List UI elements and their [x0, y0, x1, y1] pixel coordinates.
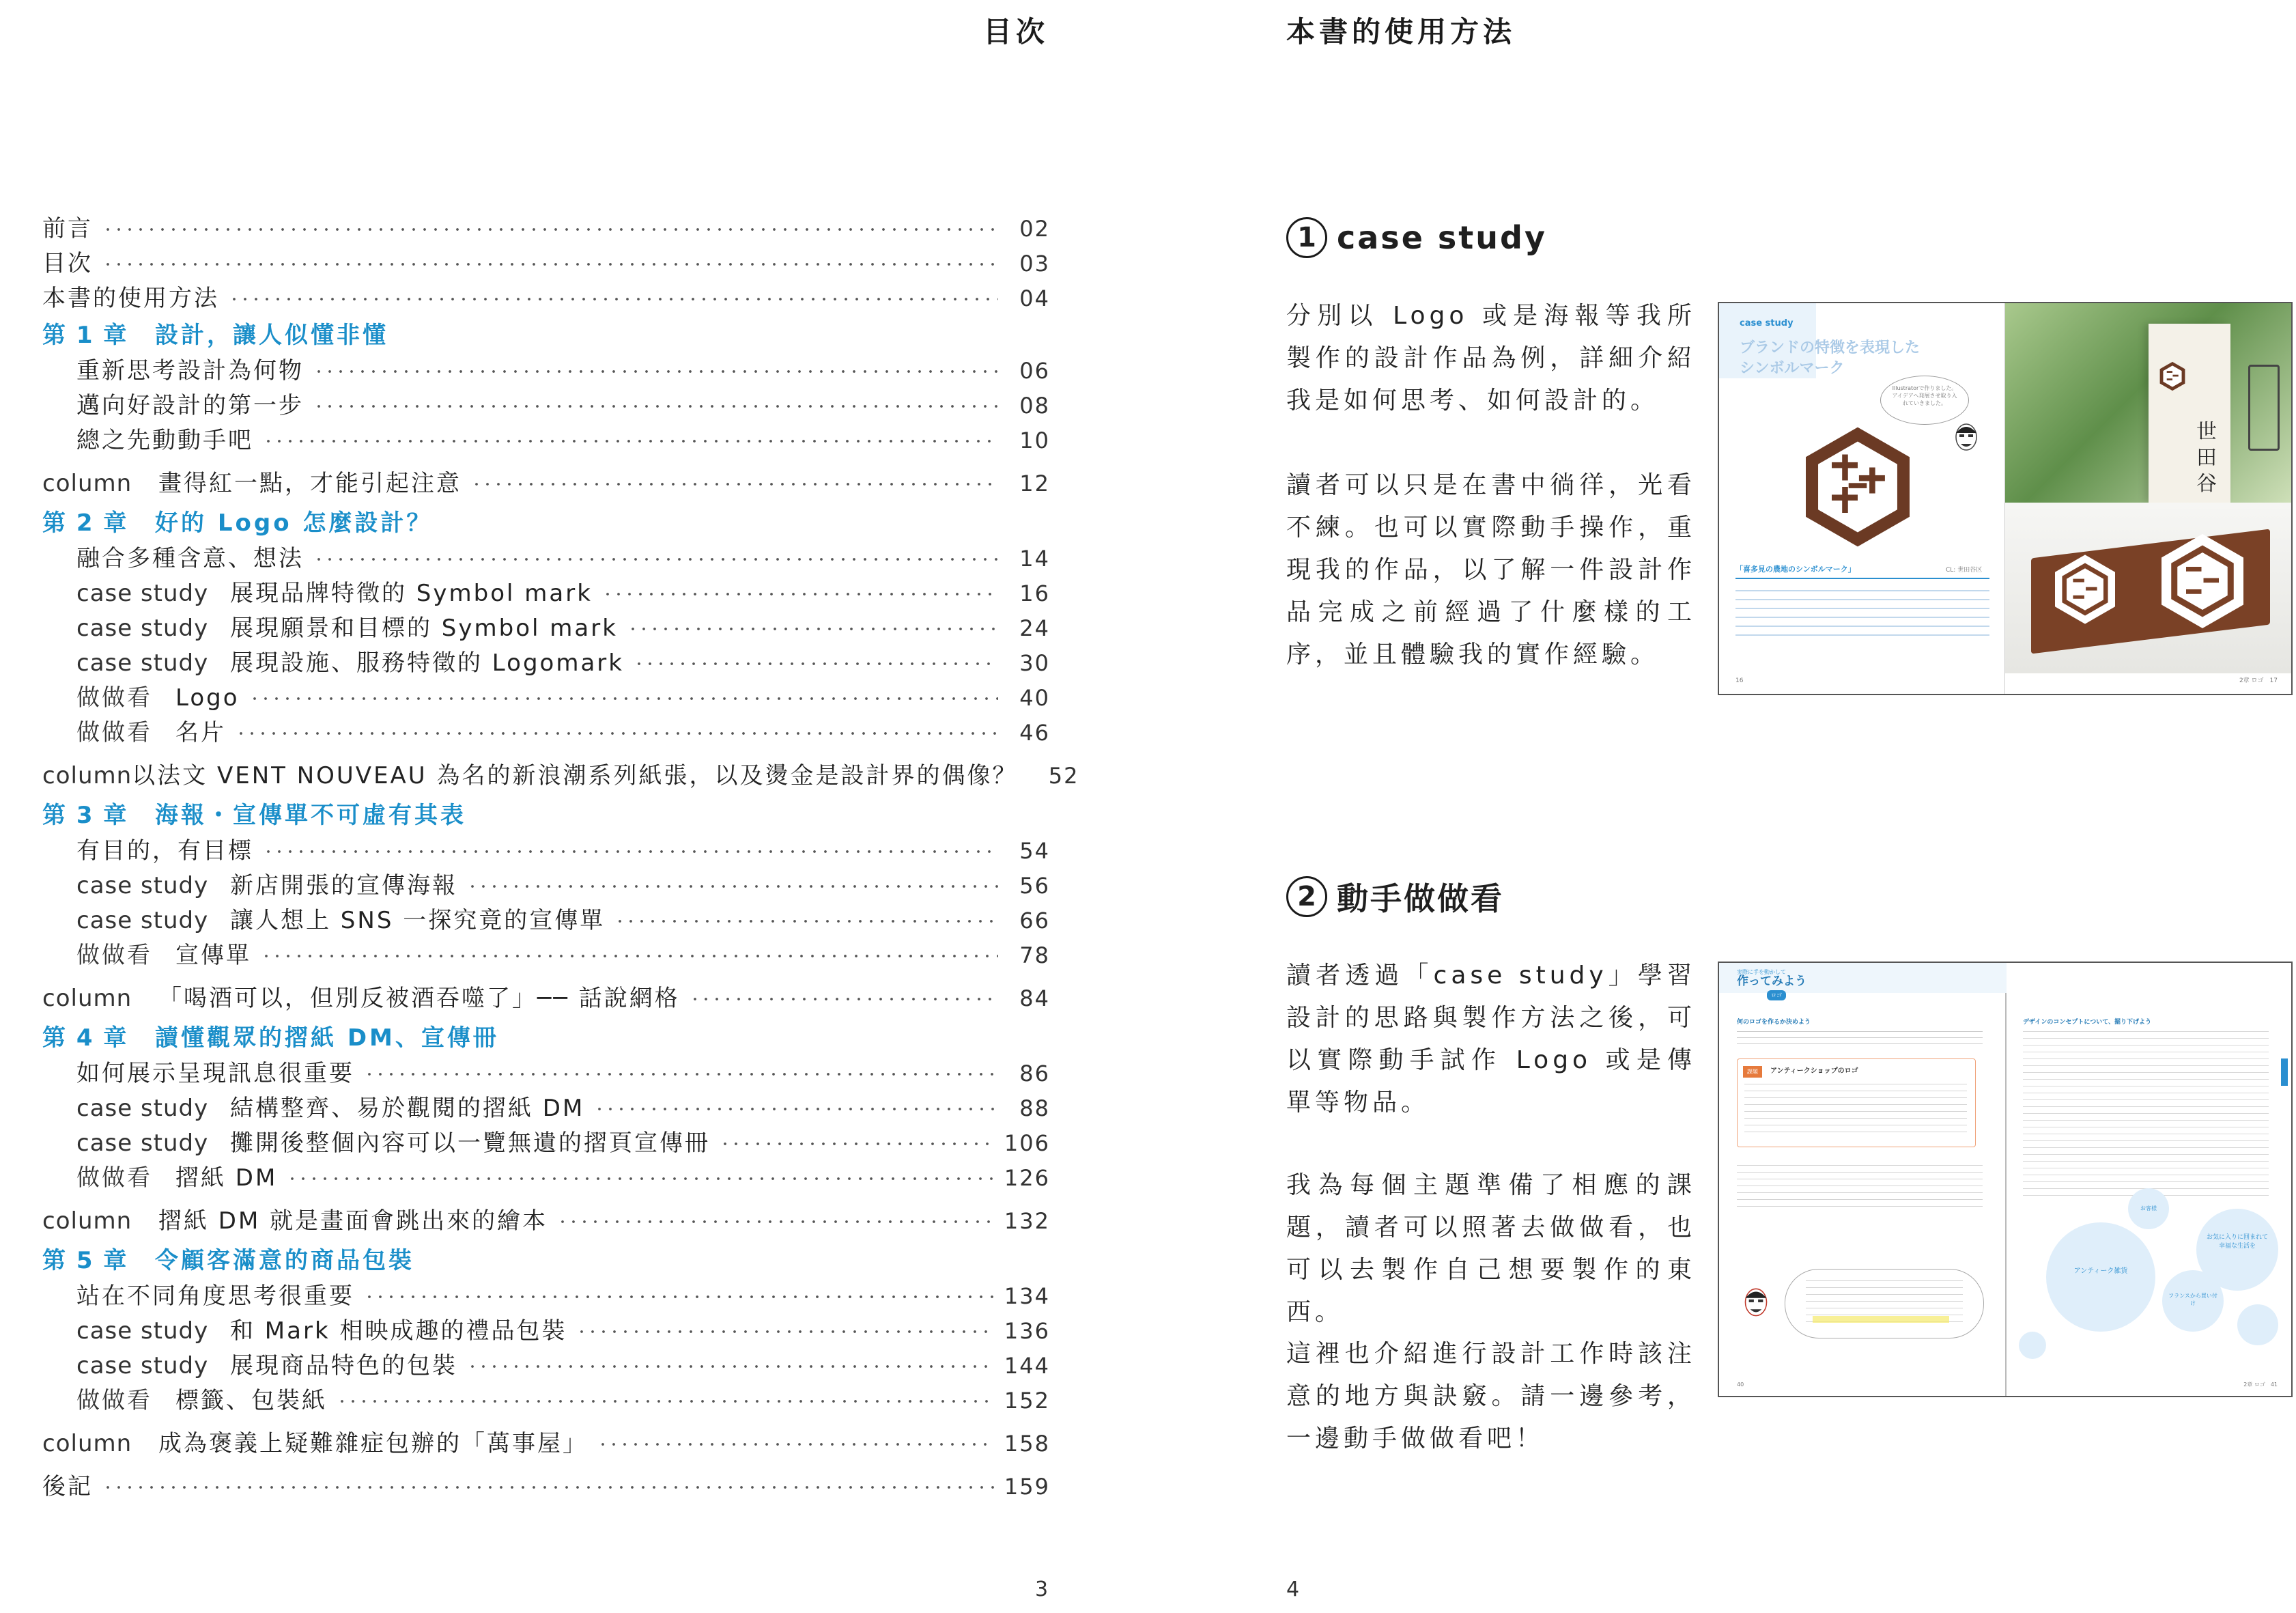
toc-title: 邁向好設計的第一步: [76, 392, 304, 419]
toc-dot-leader: [467, 1364, 995, 1369]
toc-entry: [42, 981, 1050, 1016]
toc-entry: [42, 576, 1050, 611]
toc-dot-leader: [102, 227, 998, 232]
toc-prefix: 做做看: [76, 942, 152, 969]
toc-dot-leader: [313, 404, 998, 408]
toc-page-number: 04: [1019, 285, 1050, 311]
body-text-lines: [2023, 1031, 2269, 1202]
toc-dot-leader: [720, 1142, 995, 1146]
thumbnail-page-right: 2章 ロゴ 17: [2239, 677, 2278, 684]
concept-bubble-text: アンティーク雑貨: [2073, 1267, 2128, 1275]
toc-prefix: case study: [76, 615, 209, 642]
toc-title: 總之先動動手吧: [76, 427, 253, 454]
toc-title: 新店開張的宣傳海報: [230, 872, 457, 899]
toc-title: 結構整齊、易於觀閱的摺紙 DM: [230, 1095, 585, 1122]
signpost-logo-icon: [2157, 361, 2188, 392]
toc-entry: [42, 1056, 1050, 1091]
toc-title: Logo: [175, 684, 240, 712]
toc-entry: [42, 1161, 1050, 1196]
toc-page-number: 132: [1004, 1208, 1050, 1234]
toc-title: 目次: [42, 250, 93, 277]
speech-bubble-text: Illustratorで作りました。アイデアへ発展させ取り入れていきました。: [1892, 385, 1957, 406]
toc-dot-leader: [236, 731, 998, 735]
toc-title: 前言: [42, 215, 93, 242]
toc-page-number: 66: [1019, 908, 1050, 934]
toc-prefix: column: [42, 1430, 132, 1457]
toc-prefix: case study: [76, 580, 209, 607]
toc-entry: [42, 423, 1050, 458]
try-it-spread-thumbnail: [1718, 962, 2293, 1397]
toc-prefix: case study: [76, 1317, 209, 1345]
circle-number-1: 1: [1286, 217, 1327, 258]
page-number-left: 3: [1035, 1577, 1049, 1601]
toc-title: 畫得紅一點，才能引起注意: [158, 470, 462, 497]
toc-title: 海報・宣傳單不可虛有其表: [155, 802, 466, 829]
section-1-paragraph-2: 讀者可以只是在書中徜徉，光看不練。也可以實際動手操作，重現我的作品，以了解一件設計作品完成之前經過了什麼樣的工序，並且體驗我的實作經驗。: [1286, 471, 1696, 669]
toc-title: 名片: [175, 719, 226, 746]
toc-page-number: 10: [1019, 427, 1050, 453]
toc-dot-leader: [602, 592, 998, 596]
toc-dot-leader: [364, 1295, 995, 1299]
concept-bubble-text: フランスから買い付け: [2168, 1293, 2217, 1306]
toc-chapter-heading: [42, 1243, 1050, 1279]
section-title-case-study: [1286, 217, 1547, 258]
toc-dot-leader: [627, 627, 998, 631]
toc-prefix: case study: [76, 1095, 209, 1122]
toc-dot-leader: [263, 850, 998, 854]
toc-dot-leader: [557, 1220, 995, 1224]
circle-number-2: 2: [1286, 876, 1327, 917]
photo-signpost: [2005, 303, 2293, 503]
toc-entry: [42, 247, 1050, 281]
toc-prefix: case study: [76, 907, 209, 934]
concept-bubble-text: お客様: [2140, 1205, 2157, 1211]
right-heading: デザインのコンセプトについて、掘り下げよう: [2023, 1019, 2152, 1026]
toc-dot-leader: [364, 1072, 998, 1076]
toc-heading: 目次: [982, 15, 1049, 48]
toc-dot-leader: [261, 954, 998, 958]
toc-title: 以法文 VENT NOUVEAU 為名的新浪潮系列紙張，以及燙金是設計界的偶像？: [132, 762, 1018, 789]
toc-entry: [42, 212, 1050, 247]
toc-page-number: 144: [1004, 1353, 1050, 1379]
toc-dot-leader: [597, 1442, 995, 1446]
toc-dot-leader: [337, 1399, 995, 1403]
toc-title: 展現商品特色的包裝: [230, 1352, 457, 1379]
toc-title: 標籤、包裝紙: [175, 1387, 327, 1414]
toc-chapter-heading: [42, 505, 1050, 542]
section-2-paragraph-3: 這裡也介紹進行設計工作時該注意的地方與訣竅。請一邊參考，一邊動手做做看吧！: [1286, 1340, 1696, 1453]
toc-title: 展現品牌特徵的 Symbol mark: [230, 580, 593, 607]
toc-entry: [42, 1279, 1050, 1314]
toc-page-number: 56: [1019, 873, 1050, 899]
thumbnail-right-page: [2005, 963, 2291, 1396]
tag-sub: ロゴ: [1767, 990, 1786, 1000]
concept-bubble: [2162, 1270, 2224, 1332]
toc-entry: [42, 1470, 1050, 1504]
toc-prefix: 做做看: [76, 1164, 152, 1192]
toc-entry: [42, 759, 1079, 794]
toc-title: 「喝酒可以，但別反被酒吞噬了」── 話說網格: [158, 985, 680, 1012]
work-caption: 「喜多見の農地のシンボルマーク」: [1735, 565, 1856, 574]
toc-prefix: 做做看: [76, 1387, 152, 1414]
thumbnail-left-page: [1719, 963, 2005, 1396]
toc-prefix: 第 1 章: [42, 322, 128, 349]
toc-title: 宣傳單: [175, 942, 251, 969]
section-2-paragraph-2: 我為每個主題準備了相應的課題，讀者可以照著去做做看，也可以去製作自己想要製作的東西。: [1286, 1171, 1696, 1326]
body-text-lines: [1737, 1031, 1983, 1049]
hexagon-logo-icon: [1793, 422, 1923, 552]
photo-stickers: [2005, 503, 2293, 673]
toc-prefix: column: [42, 470, 132, 497]
toc-entry: [42, 1427, 1050, 1461]
toc-page-number: 158: [1004, 1431, 1050, 1457]
thumbnail-right-page: [2004, 303, 2291, 694]
toc-entry: [42, 938, 1050, 973]
toc-entry: [42, 542, 1050, 576]
author-avatar-icon: [1951, 418, 1981, 458]
toc-page-number: 14: [1019, 546, 1050, 572]
side-marker: [2281, 1058, 2288, 1086]
assignment-label: 課題: [1743, 1066, 1762, 1078]
toc-page-number: 30: [1019, 650, 1050, 676]
toc-title: 好的 Logo 怎麼設計？: [155, 509, 433, 537]
thumbnail-page-right: 2章 ロゴ 41: [2243, 1381, 2278, 1388]
concept-bubble: [2046, 1222, 2155, 1332]
case-study-label: case study: [1740, 318, 1794, 328]
toc-page-number: 16: [1019, 580, 1050, 606]
sticker-logo-icon-1: [2047, 552, 2123, 627]
toc-entry: [42, 1091, 1050, 1126]
toc-prefix: column: [42, 762, 132, 789]
section-label: case study: [1337, 219, 1547, 256]
toc-page-number: 08: [1019, 393, 1050, 419]
toc-title: 站在不同角度思考很重要: [76, 1282, 354, 1310]
toc-dot-leader: [634, 662, 998, 666]
toc-prefix: column: [42, 1207, 132, 1235]
toc-entry: [42, 681, 1050, 716]
toc-prefix: 做做看: [76, 719, 152, 746]
toc-page-number: 106: [1004, 1130, 1050, 1156]
toc-entry: [42, 1204, 1050, 1239]
section-2-paragraph-1: 讀者透過「case study」學習設計的思路與製作方法之後，可以實際動手試作 Logo 或是傳單等物品。: [1286, 962, 1696, 1117]
toc-page-number: 24: [1019, 615, 1050, 641]
client-credit: CL: 世田谷区: [1946, 567, 1983, 574]
toc-prefix: case study: [76, 1352, 209, 1379]
thumbnail-page-left: 16: [1735, 677, 1744, 684]
toc-entry: [42, 1384, 1050, 1418]
assignment-title: アンティークショップのロゴ: [1770, 1067, 1858, 1075]
toc-page-number: 06: [1019, 358, 1050, 384]
section-label: 動手做做看: [1337, 880, 1504, 917]
toc-chapter-heading: [42, 798, 1050, 834]
toc-page-number: 88: [1019, 1095, 1050, 1121]
toc-page-number: 152: [1004, 1388, 1050, 1414]
toc-prefix: case study: [76, 1130, 209, 1157]
signpost-text: 世田谷: [2196, 420, 2217, 496]
toc-dot-leader: [471, 482, 998, 486]
toc-title: 設計，讓人似懂非懂: [155, 322, 388, 349]
concept-bubble-text: お気に入りに囲まれて幸福な生活を: [2206, 1234, 2268, 1250]
headline-line-1: ブランドの特徴を表現した: [1740, 339, 1921, 356]
signpost-railing: [2248, 365, 2280, 451]
toc-title: 和 Mark 相映成趣的禮品包裝: [230, 1317, 567, 1345]
sticker-logo-icon-2: [2151, 530, 2254, 632]
toc-page-number: 78: [1019, 942, 1050, 968]
body-text-lines: [1737, 1165, 1983, 1213]
toc-entry: [42, 1349, 1050, 1384]
toc-dot-leader: [614, 919, 998, 923]
bubble-map: [2005, 1195, 2293, 1373]
page-number-right: 4: [1286, 1577, 1300, 1601]
toc-page-number: 52: [1048, 763, 1079, 789]
toc-title: 後記: [42, 1473, 93, 1500]
toc-prefix: 第 3 章: [42, 802, 128, 829]
toc-page-number: 136: [1004, 1318, 1050, 1344]
toc-dot-leader: [287, 1177, 995, 1181]
toc-page-number: 159: [1004, 1474, 1050, 1500]
toc-title: 成為褒義上疑難雜症包辦的「萬事屋」: [158, 1430, 588, 1457]
toc-title: 摺紙 DM 就是畫面會跳出來的繪本: [158, 1207, 548, 1235]
toc-chapter-heading: [42, 318, 1050, 354]
toc-entry: [42, 646, 1050, 681]
toc-page-number: 12: [1019, 471, 1050, 496]
assignment-text-lines: [1744, 1084, 1967, 1138]
toc-prefix: 第 4 章: [42, 1024, 128, 1052]
toc-dot-leader: [249, 697, 998, 701]
toc-prefix: 第 2 章: [42, 509, 128, 537]
toc-prefix: case study: [76, 872, 209, 899]
toc-dot-leader: [102, 1485, 995, 1489]
toc-dot-leader: [313, 369, 998, 374]
concept-bubble: [2019, 1332, 2046, 1359]
table-of-contents: [42, 212, 1079, 1509]
tag-main: 作ってみよう: [1737, 974, 1806, 988]
toc-dot-leader: [229, 297, 998, 301]
case-study-spread-thumbnail: [1718, 302, 2293, 695]
author-avatar-icon: [1740, 1282, 1772, 1323]
toc-entry: [42, 903, 1050, 938]
toc-entry: [42, 834, 1050, 869]
toc-dot-leader: [594, 1107, 998, 1111]
concept-bubble: [2237, 1304, 2278, 1345]
usage-heading: 本書的使用方法: [1286, 15, 1516, 48]
section-title-try-it: [1286, 874, 1504, 919]
toc-dot-leader: [690, 997, 998, 1001]
left-heading: 何のロゴを作るか決めよう: [1737, 1019, 1811, 1026]
caption-rule: [1735, 578, 1989, 579]
highlight-marker: [1813, 1316, 1949, 1323]
toc-entry: [42, 389, 1050, 423]
toc-title: 有目的，有目標: [76, 837, 253, 865]
speech-bubble: [1785, 1269, 1984, 1338]
toc-title: 攤開後整個內容可以一覽無遺的摺頁宣傳冊: [230, 1130, 710, 1157]
toc-title: 展現願景和目標的 Symbol mark: [230, 615, 618, 642]
toc-prefix: 做做看: [76, 684, 152, 712]
toc-title: 令顧客滿意的商品包裝: [155, 1247, 414, 1274]
toc-page-number: 40: [1019, 685, 1050, 711]
toc-dot-leader: [263, 439, 998, 443]
toc-dot-leader: [313, 557, 998, 561]
toc-title: 如何展示呈現訊息很重要: [76, 1060, 354, 1087]
thumbnail-page-left: 40: [1737, 1381, 1744, 1388]
toc-page-number: 86: [1019, 1061, 1050, 1086]
body-text-lines: [1735, 590, 1989, 642]
toc-page-number: 134: [1004, 1283, 1050, 1309]
toc-page-number: 02: [1019, 216, 1050, 242]
toc-entry: [42, 466, 1050, 501]
toc-title: 重新思考設計為何物: [76, 357, 304, 384]
toc-title: 讀懂觀眾的摺紙 DM、宣傳冊: [155, 1024, 499, 1052]
toc-title: 展現設施、服務特徵的 Logomark: [230, 649, 624, 677]
toc-dot-leader: [467, 884, 998, 888]
toc-entry: [42, 869, 1050, 903]
tag-top: 実際に手を動かして: [1737, 969, 1786, 975]
toc-prefix: 第 5 章: [42, 1247, 128, 1274]
toc-prefix: column: [42, 985, 132, 1012]
headline-line-2: シンボルマーク: [1740, 360, 1845, 377]
toc-title: 本書的使用方法: [42, 285, 219, 312]
assignment-box: [1737, 1058, 1976, 1147]
concept-bubble: [2128, 1188, 2169, 1229]
toc-dot-leader: [102, 262, 998, 266]
toc-entry: [42, 281, 1050, 316]
toc-entry: [42, 354, 1050, 389]
toc-page-number: 84: [1019, 985, 1050, 1011]
toc-title: 摺紙 DM: [175, 1164, 278, 1192]
toc-page-number: 46: [1019, 720, 1050, 746]
toc-entry: [42, 1126, 1050, 1161]
toc-entry: [42, 611, 1050, 646]
toc-entry: [42, 716, 1050, 751]
thumbnail-left-page: [1719, 303, 2005, 694]
toc-chapter-heading: [42, 1020, 1050, 1056]
toc-page-number: 126: [1004, 1165, 1050, 1191]
toc-title: 融合多種含意、想法: [76, 545, 304, 572]
toc-dot-leader: [576, 1330, 994, 1334]
toc-prefix: case study: [76, 649, 209, 677]
section-1-paragraph-1: 分別以 Logo 或是海報等我所製作的設計作品為例，詳細介紹我是如何思考、如何設計的。: [1286, 302, 1696, 415]
toc-page-number: 54: [1019, 838, 1050, 864]
toc-title: 讓人想上 SNS 一探究竟的宣傳單: [230, 907, 606, 934]
toc-entry: [42, 1314, 1050, 1349]
toc-page-number: 03: [1019, 251, 1050, 277]
